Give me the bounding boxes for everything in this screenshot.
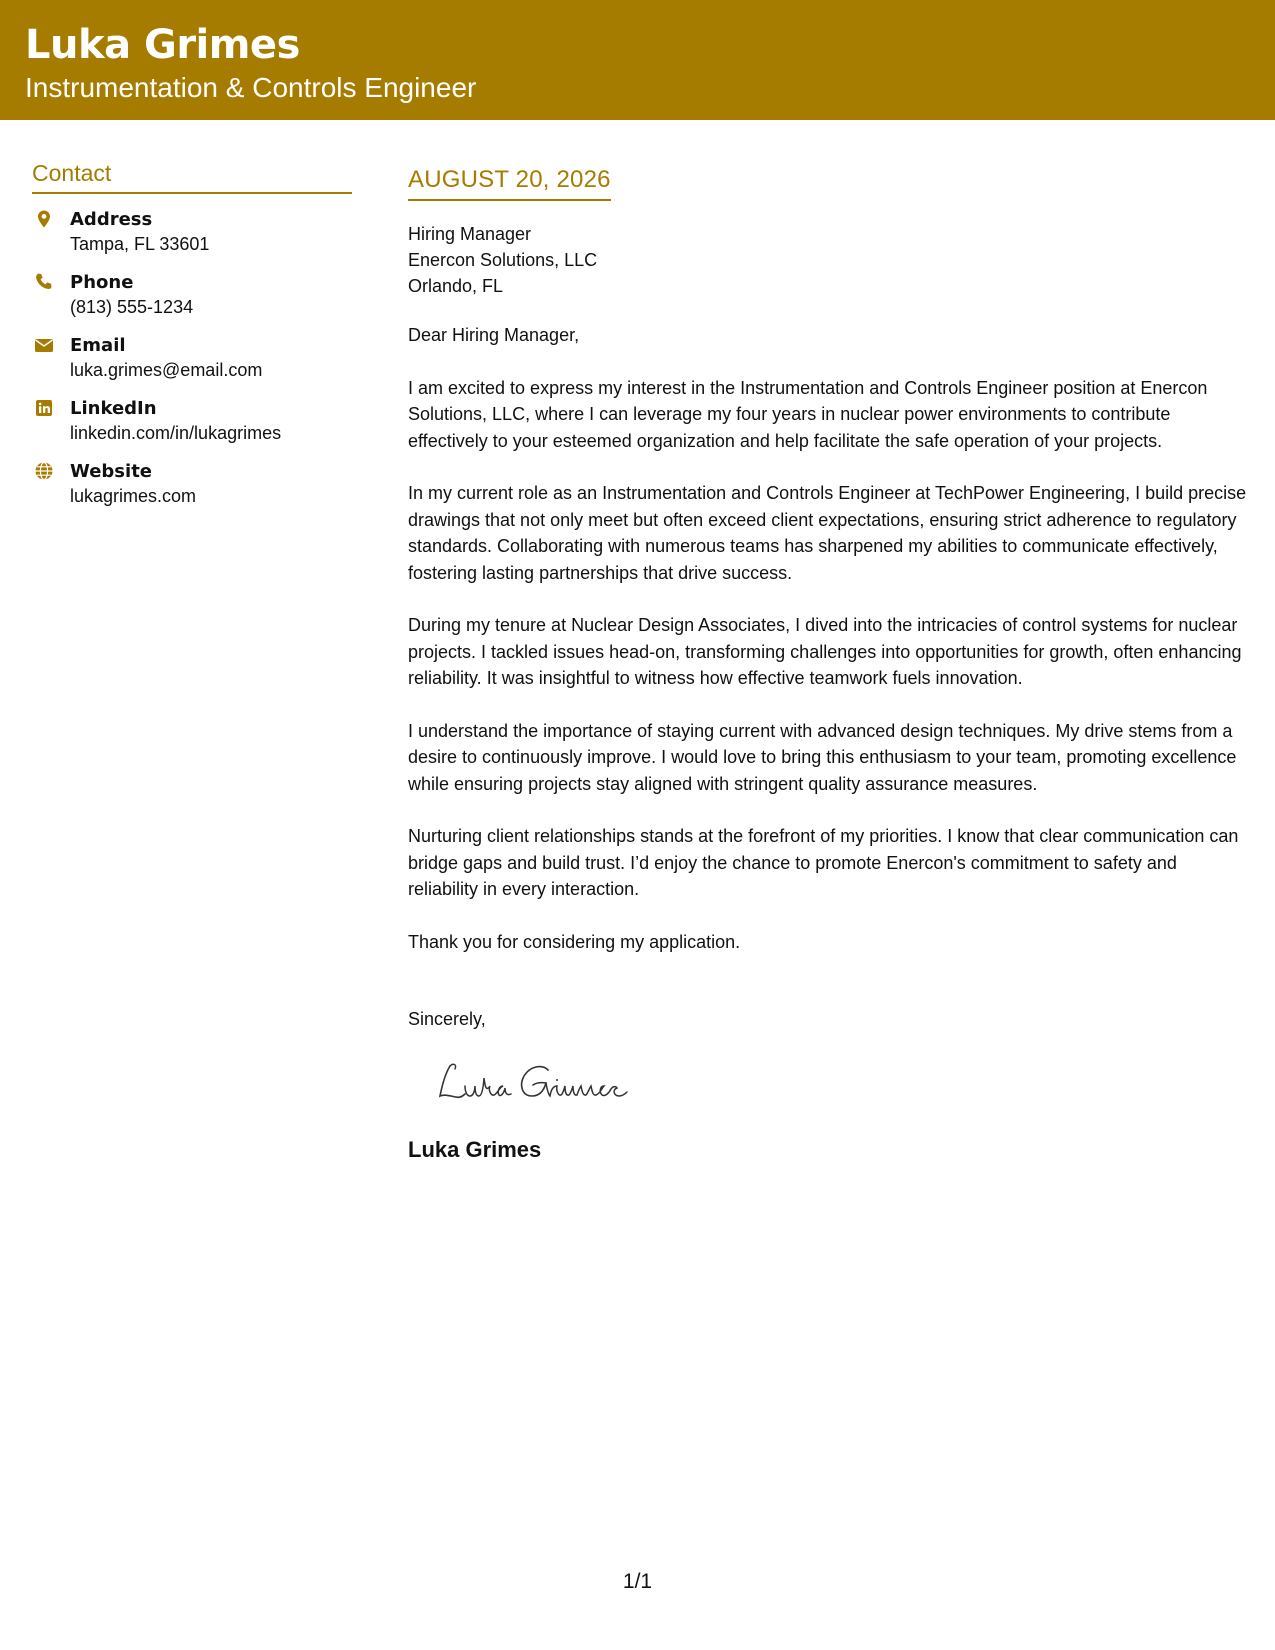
page-number: 1/1 bbox=[622, 1570, 653, 1593]
letter-date: AUGUST 20, 2026 bbox=[408, 166, 611, 201]
letter-paragraph: In my current role as an Instrumentation and Controls Engineer at TechPower Engineering, I build precise drawings that not only meet but often exceed client expectations, ensuring strict adherence to regulatory standards. Collaborating with numerous teams has sharpened my abilities to communicate effectively, fostering lasting partnerships that drive success. bbox=[408, 483, 1247, 583]
recipient-line: Hiring Manager bbox=[408, 224, 532, 244]
applicant-name: Luka Grimes bbox=[25, 22, 300, 68]
letter-paragraph: I understand the importance of staying current with advanced design techniques. My drive stems from a desire to continuously improve. I would love to bring this enthusiasm to your team, promoting excellence while ensuring projects stay aligned with stringent quality assurance measures. bbox=[408, 720, 1237, 794]
contact-website bbox=[32, 460, 352, 509]
phone-value: (813) 555-1234 bbox=[70, 297, 194, 317]
phone-icon bbox=[34, 272, 54, 292]
contact-phone bbox=[32, 271, 352, 320]
contact-heading: Contact bbox=[32, 160, 352, 194]
linkedin-value[interactable]: linkedin.com/in/lukagrimes bbox=[70, 423, 282, 443]
map-pin-icon bbox=[34, 209, 54, 229]
letter-paragraph: During my tenure at Nuclear Design Associates, I dived into the intricacies of control systems for nuclear projects. I tackled issues head-on, transforming challenges into opportunities for growth, often enhancing reliability. It was insightful to witness how effective teamwork fuels innovation. bbox=[408, 615, 1242, 688]
recipient-block bbox=[408, 221, 1248, 299]
handwritten-signature bbox=[436, 1056, 646, 1106]
header-banner bbox=[0, 0, 1275, 120]
globe-icon bbox=[34, 461, 54, 481]
salutation: Dear Hiring Manager, bbox=[408, 325, 580, 345]
signed-name: Luka Grimes bbox=[408, 1137, 542, 1162]
phone-label: Phone bbox=[70, 272, 134, 293]
website-label: Website bbox=[70, 461, 153, 482]
recipient-line: Orlando, FL bbox=[408, 276, 504, 296]
linkedin-label: LinkedIn bbox=[70, 398, 157, 419]
applicant-title: Instrumentation & Controls Engineer bbox=[25, 72, 477, 103]
linkedin-icon bbox=[34, 398, 54, 418]
contact-address bbox=[32, 208, 352, 257]
letter-paragraph: I am excited to express my interest in the Instrumentation and Controls Engineer position at Enercon Solutions, LLC, where I can leverage my four years in nuclear power environments to contribute effectively to your esteemed organization and help facilitate the safe operation of your projects. bbox=[408, 377, 1208, 451]
letter-paragraph: Nurturing client relationships stands at the forefront of my priorities. I know that clear communication can bridge gaps and build trust. I’d enjoy the chance to promote Enercon's commitment to safety and reliability in every interaction. bbox=[408, 826, 1239, 899]
contact-email bbox=[32, 334, 352, 383]
contact-sidebar bbox=[32, 160, 352, 509]
email-value[interactable]: luka.grimes@email.com bbox=[70, 360, 263, 380]
address-value: Tampa, FL 33601 bbox=[70, 234, 210, 254]
email-label: Email bbox=[70, 335, 126, 356]
letter-body bbox=[408, 166, 1248, 1163]
contact-linkedin bbox=[32, 397, 352, 446]
address-label: Address bbox=[70, 209, 153, 230]
recipient-line: Enercon Solutions, LLC bbox=[408, 250, 598, 270]
website-value[interactable]: lukagrimes.com bbox=[70, 486, 197, 506]
closing: Sincerely, bbox=[408, 1009, 486, 1029]
letter-paragraph: Thank you for considering my application. bbox=[408, 931, 741, 952]
envelope-icon bbox=[34, 335, 54, 355]
